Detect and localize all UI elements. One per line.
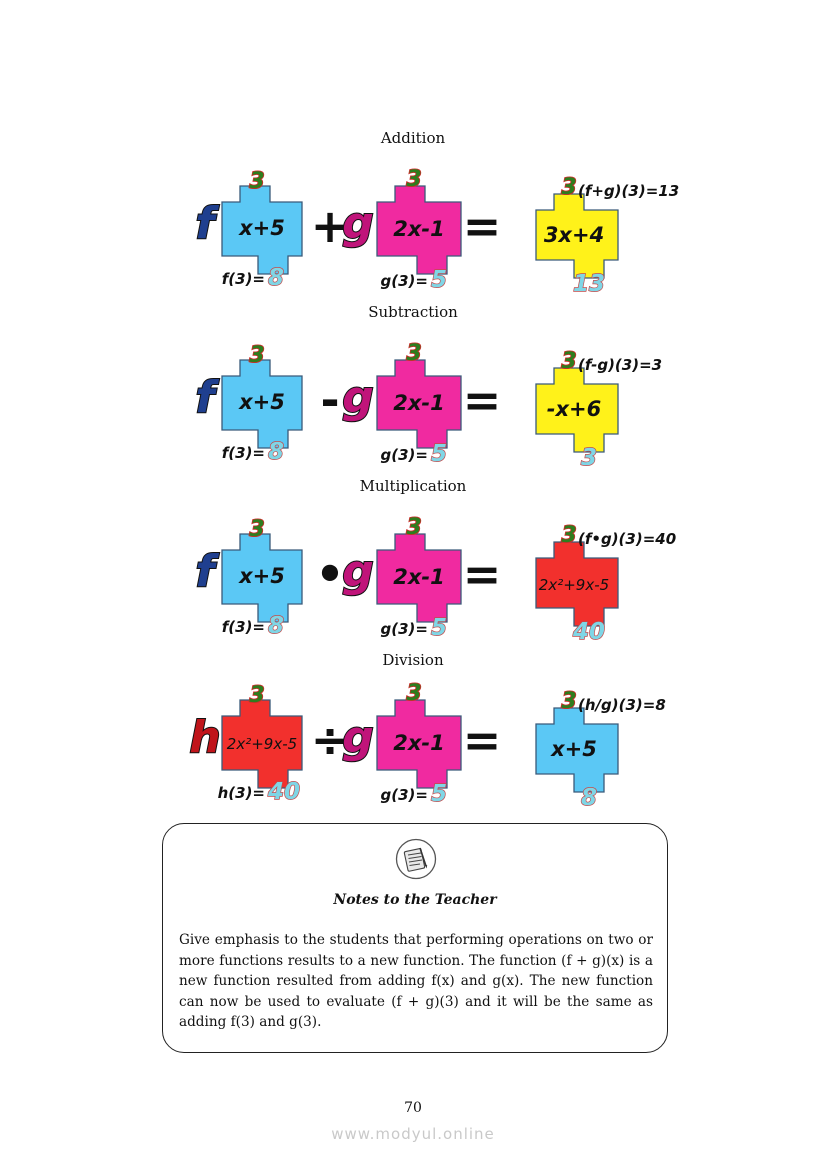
operator-symbol: • xyxy=(315,547,345,601)
operation-diagram xyxy=(0,674,826,824)
right-input-value: 3 xyxy=(406,341,422,366)
right-input-value: 3 xyxy=(406,167,422,192)
result-output-value: 13 xyxy=(572,271,606,297)
right-output-value: 5 xyxy=(431,441,448,467)
notes-body: Give emphasis to the students that performing operations on two or more functions results to a new function. The function (f + g)(x) is a new function resulted from adding f(x) and g(x). The new function can now be used to evaluate (f + g)(3) and it will be the same as adding f(3) and g(3). xyxy=(179,932,653,1031)
result-label: (h/g)(3)=8 xyxy=(578,696,666,714)
left-input-value: 3 xyxy=(249,169,265,194)
left-eval-label: h(3)= xyxy=(217,784,265,802)
right-output-value: 5 xyxy=(431,781,448,807)
result-label: (f+g)(3)=13 xyxy=(578,182,680,200)
function-letter-f: f xyxy=(195,198,215,249)
function-letter-g: g xyxy=(342,546,374,597)
operation-row-multiplication xyxy=(0,508,826,658)
result-input-value: 3 xyxy=(561,689,577,714)
left-input-value: 3 xyxy=(249,517,265,542)
result-label: (f-g)(3)=3 xyxy=(578,356,663,374)
left-output-value: 8 xyxy=(268,613,285,639)
notes-to-teacher-box xyxy=(162,823,668,1053)
left-output-value: 8 xyxy=(268,265,285,291)
right-expression: 2x-1 xyxy=(393,391,445,415)
right-eval-label: g(3)= xyxy=(380,446,428,464)
result-input-value: 3 xyxy=(561,523,577,548)
operator-symbol: + xyxy=(310,199,350,253)
watermark-text: www.modyul.online xyxy=(331,1125,495,1143)
result-input-value: 3 xyxy=(561,349,577,374)
notepad-icon xyxy=(395,838,437,880)
right-output-value: 5 xyxy=(431,267,448,293)
operation-diagram xyxy=(0,160,826,310)
notes-title: Notes to the Teacher xyxy=(333,892,497,908)
operation-diagram xyxy=(0,508,826,658)
left-input-value: 3 xyxy=(249,683,265,708)
result-expression: -x+6 xyxy=(546,397,602,421)
left-input-value: 3 xyxy=(249,343,265,368)
right-expression: 2x-1 xyxy=(393,731,445,755)
section-title-subtraction: Subtraction xyxy=(368,303,458,321)
right-expression: 2x-1 xyxy=(393,565,445,589)
left-eval-label: f(3)= xyxy=(221,618,265,636)
left-expression: 2x²+9x-5 xyxy=(226,735,298,753)
operation-diagram xyxy=(0,334,826,484)
left-expression: x+5 xyxy=(239,564,285,588)
right-eval-label: g(3)= xyxy=(380,786,428,804)
function-letter-g: g xyxy=(342,372,374,423)
equals-symbol: = xyxy=(462,713,502,767)
right-eval-label: g(3)= xyxy=(380,272,428,290)
left-output-value: 8 xyxy=(268,439,285,465)
result-output-value: 40 xyxy=(572,619,606,645)
operation-row-addition xyxy=(0,160,826,310)
result-expression: x+5 xyxy=(551,737,597,761)
result-label: (f•g)(3)=40 xyxy=(578,530,677,548)
equals-symbol: = xyxy=(462,199,502,253)
function-letter-g: g xyxy=(342,712,374,763)
operation-row-subtraction xyxy=(0,334,826,484)
left-eval-label: f(3)= xyxy=(221,444,265,462)
result-expression: 2x²+9x-5 xyxy=(538,576,610,594)
operation-row-division xyxy=(0,674,826,824)
left-output-value: 40 xyxy=(268,779,301,805)
right-eval-label: g(3)= xyxy=(380,620,428,638)
result-expression: 3x+4 xyxy=(543,223,605,247)
left-eval-label: f(3)= xyxy=(221,270,265,288)
right-expression: 2x-1 xyxy=(393,217,445,241)
equals-symbol: = xyxy=(462,547,502,601)
right-output-value: 5 xyxy=(431,615,448,641)
function-letter-f: f xyxy=(195,372,215,423)
operator-symbol: - xyxy=(320,373,340,427)
result-output-value: 8 xyxy=(580,785,598,811)
function-letter-g: g xyxy=(342,198,374,249)
result-input-value: 3 xyxy=(561,175,577,200)
section-title-addition: Addition xyxy=(380,129,446,147)
operator-symbol: ÷ xyxy=(310,713,350,767)
page-number: 70 xyxy=(404,1100,422,1116)
right-input-value: 3 xyxy=(406,515,422,540)
function-letter-f: f xyxy=(195,546,215,597)
section-title-division: Division xyxy=(382,651,444,669)
result-output-value: 3 xyxy=(580,445,598,471)
left-expression: x+5 xyxy=(239,390,285,414)
equals-symbol: = xyxy=(462,373,502,427)
right-input-value: 3 xyxy=(406,681,422,706)
section-title-multiplication: Multiplication xyxy=(359,477,467,495)
function-letter-h: h xyxy=(189,712,221,763)
left-expression: x+5 xyxy=(239,216,285,240)
